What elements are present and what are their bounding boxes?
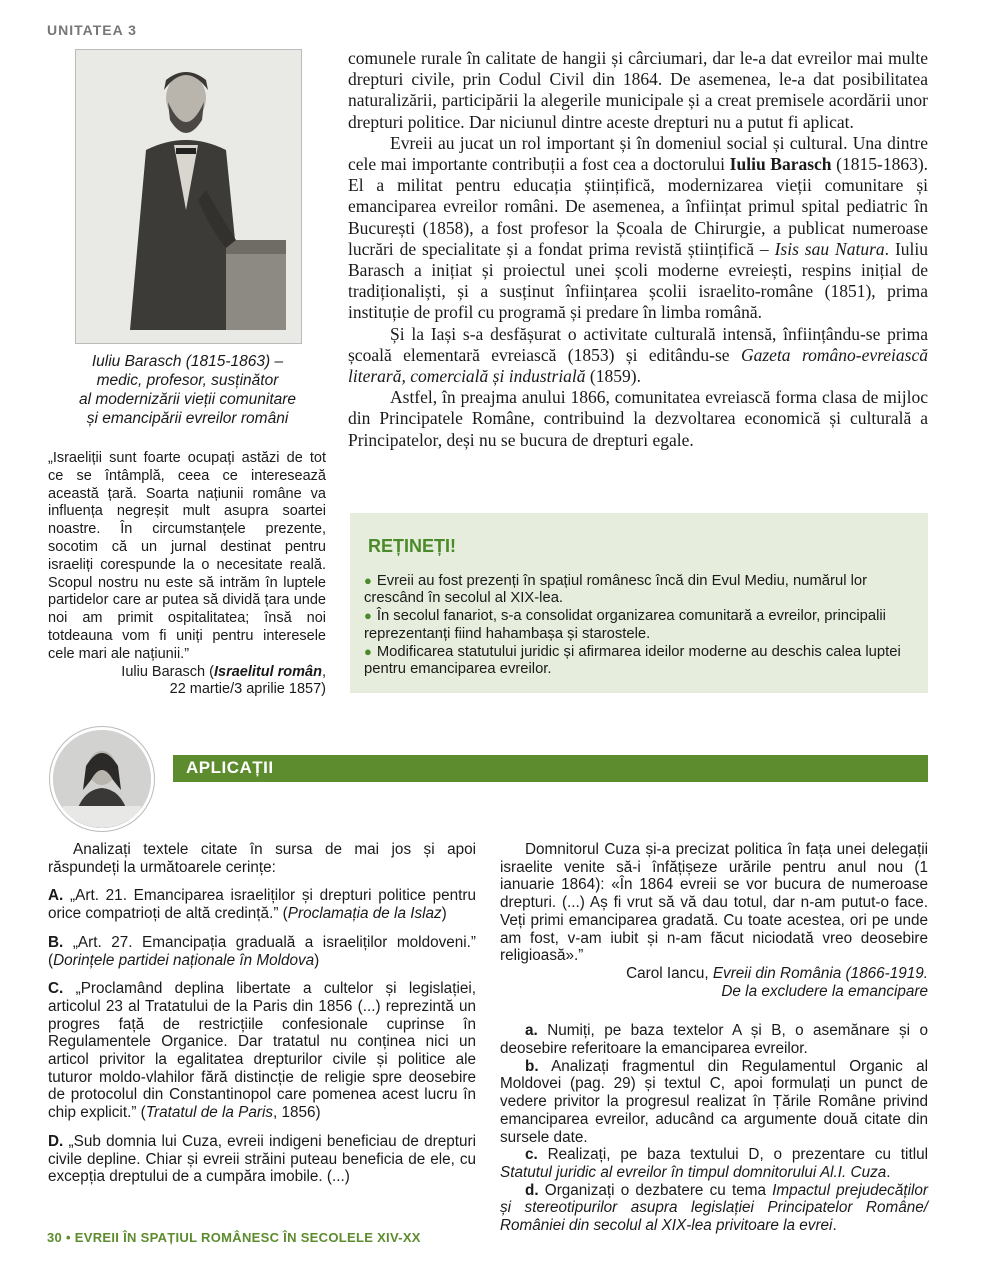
source-title: Dorințele partidei naționale în Moldova (53, 951, 315, 969)
text-span: . Iuliu Barasch a inițiat și proiectul unei școli moderne evreiești, respins inițial de tradiționaliști, și a susținut înființarea școlii israelito-române (1851), prima instituție de profil cu programă și predare în limba română. (348, 238, 928, 323)
girl-photo-illustration (53, 730, 151, 828)
source-label: D. (48, 1132, 64, 1150)
question-label: a. (525, 1022, 538, 1040)
caption-line: medic, profesor, susținător (96, 372, 279, 389)
source-d-title-cont (500, 983, 928, 1001)
source-b (48, 934, 476, 969)
paragraph: Astfel, în preajma anului 1866, comunitatea evreiască forma clasa de mijloc din Principatele Române, contribuind la dezvoltarea economică și culturală a Principatelor, deși nu se bucura de drepturi egale. (348, 387, 928, 450)
bullet-icon: ● (364, 608, 372, 624)
question-a (500, 1022, 928, 1057)
main-text (348, 48, 928, 451)
journal-title: Isis sau Natura (774, 238, 885, 259)
aplicatii-right-column (500, 841, 928, 1235)
source-c (48, 980, 476, 1122)
bold-name: Iuliu Barasch (729, 154, 832, 175)
paragraph: comunele rurale în calitate de hangii și cârciumari, dar le-a dat evreilor mai multe drepturi civile, prin Codul Civil din 1864. De asemenea, le-a dat posibilitatea naturalizării, participării la alegerile municipale și a creat premisele acordării unor drepturi politice. Dar niciunul dintre aceste drepturi nu a putut fi aplicat. (348, 48, 928, 132)
book-title: Evreii din România (1866-1919. (712, 964, 928, 982)
source-text: „Sub domnia lui Cuza, evreii indigeni beneficiau de drepturi civile depline. Chiar și evreii străini puteau beneficia de ele, cu excepția dreptului de a cumpăra imobile. (...) (48, 1132, 476, 1186)
source-text: „Proclamând deplina libertate a cultelor și legislației, articolul 23 al Tratatului de la Paris din 1856 (...) reprezintă un progres față de restricțiile confesionale cuprinse în Regulamentele Organice. Dar tratatul nu conținea nici un articol privitor la egalitatea drepturilor civile și politice ale tuturor moldo-vlahilor fără distincție de religie spre deosebire de protocolul din Constantinopol care pomenea acest lucru în chip explicit.” ( (48, 980, 476, 1122)
list-item-text: Modificarea statutului juridic și afirmarea ideilor moderne au deschis calea luptei pentru emanciparea evreilor. (364, 643, 901, 678)
quote-source (48, 664, 326, 682)
retineti-title: REȚINEȚI! (368, 536, 456, 556)
paragraph (348, 324, 928, 388)
source-title: Proclamația de la Islaz (287, 905, 442, 923)
portrait-image (75, 49, 302, 344)
source-d-author (500, 965, 928, 983)
question-label: b. (525, 1057, 539, 1075)
text-span: Și la Iași s-a desfășurat o activitate culturală intensă, înființându-se prima școală elementară evreiască (1853) și editându-se (348, 323, 928, 365)
question-c (500, 1146, 928, 1181)
source-label: A. (48, 887, 64, 905)
source-label: C. (48, 980, 64, 998)
question-text: . (832, 1217, 837, 1235)
page-number: 30 (47, 1230, 63, 1245)
source-label: B. (48, 933, 64, 951)
source-title: Tratatul de la Paris (145, 1104, 274, 1122)
author-text: Carol Iancu, (626, 964, 713, 982)
quote-punct: , (321, 663, 326, 680)
bullet-icon: ● (364, 643, 372, 659)
caption-line: al modernizării vieții comunitare (78, 391, 297, 408)
paragraph (348, 133, 928, 324)
quote-author: Iuliu Barasch ( (121, 663, 214, 680)
question-d (500, 1182, 928, 1235)
source-text: „Art. 27. Emancipația graduală a israeliților moldoveni.” ( (48, 933, 476, 969)
source-text: ) (314, 951, 320, 969)
list-item (364, 572, 916, 607)
list-item (364, 607, 916, 642)
source-d-continued: Domnitorul Cuza și-a precizat politica în fața unei delegații israelite venite să-i înfățișeze urările pentru anul nou (1 ianuarie 1864): «În 1864 evreii se vor bucura de numeroase drepturi. (...) Aș fi vrut să vă dau totul, dar n-am putut-o face. Veți primi emanciparea gradată. Cu toate acestea, ori pe unde am fost, v-am iubit și n-am făcut niciodată vreo deosebire religioasă».” (500, 841, 928, 965)
portrait-illustration (76, 50, 301, 343)
list-item (364, 643, 916, 678)
aplicatii-bar (173, 755, 928, 782)
bullet-icon: ● (364, 573, 372, 588)
aplicatii-left-column (48, 841, 476, 1197)
source-d (48, 1133, 476, 1186)
portrait-caption (60, 352, 315, 428)
source-a (48, 887, 476, 922)
question-text: Realizați, pe baza textului D, o prezentare cu titlul (537, 1146, 928, 1164)
source-text: „Art. 21. Emanciparea israeliților și drepturi politice pentru orice compatrioți de altă credință.” ( (48, 887, 476, 923)
unit-label: UNITATEA 3 (47, 22, 137, 38)
retineti-list (364, 572, 916, 678)
page-footer (47, 1230, 421, 1245)
footer-title: EVREII ÎN SPAȚIUL ROMÂNESC ÎN SECOLELE XIV-XX (74, 1230, 421, 1245)
quote-date: 22 martie/3 aprilie 1857) (169, 681, 326, 698)
question-text: Analizați fragmentul din Regulamentul Organic al Moldovei (pag. 29) și textul C, apoi formulați un punct de vedere privitor la progresul realizat în Țările Române privind emanciparea evreilor, aducând ca argumente două citate din sursele date. (500, 1057, 928, 1146)
question-label: d. (525, 1181, 539, 1199)
quote-publication: Israelitul român (213, 663, 322, 680)
aplicatii-title: APLICAȚII (186, 758, 274, 777)
text-span: (1859). (585, 366, 641, 387)
question-text: . (886, 1163, 891, 1181)
question-text: Organizați o dezbatere cu tema (538, 1181, 773, 1199)
text-span: Evreii au jucat un rol important și în domeniul social și cultural. Una dintre cele mai importante contribuții a fost cea a doctorului (348, 132, 928, 175)
girl-photo (50, 727, 154, 831)
question-text: Numiți, pe baza textelor A și B, o asemănare și o deosebire referitoare la emanciparea evreilor. (500, 1022, 928, 1058)
list-item-text: Evreii au fost prezenți în spațiul românesc încă din Evul Mediu, numărul lor crescând în secolul al XIX-lea. (364, 573, 868, 607)
caption-line: și emancipării evreilor români (86, 410, 289, 427)
caption-line: Iuliu Barasch (1815-1863) – (91, 353, 284, 370)
quote-text: „Israeliții sunt foarte ocupați astăzi de tot ce se întâmplă, ceea ce interesează această țară. Soarta națiunii române va influența negreșit mult asupra soartei noastre. În circumstanțele prezente, socotim că un jurnal destinat pentru israeliți corespunde la o necesitate reală. Scopul nostru nu este să intrăm în luptele partidelor care ar putea să dividă țara unde noi am primit ospitalitatea; însă noi totdeauna vom fi uniți pentru interesele cele mari ale națiunii.” (48, 450, 326, 662)
book-title: De la excludere la emancipare (721, 982, 928, 1000)
question-b (500, 1058, 928, 1147)
source-text: , 1856) (273, 1104, 321, 1122)
barasch-quote (48, 450, 326, 699)
footer-separator: • (65, 1230, 71, 1245)
source-text: ) (441, 905, 447, 923)
gazette-title: Gazeta româno-evreiască literară, comercială și industrială (348, 344, 928, 387)
intro-text: Analizați textele citate în sursa de mai jos și apoi răspundeți la următoarele cerințe: (48, 841, 476, 876)
question-title: Impactul prejudecăților și stereotipurilor asupra legislației Principatelor Române/ României din secolul al XIX-lea privitoare la evrei (500, 1181, 928, 1235)
spacer (500, 1000, 928, 1022)
question-label: c. (525, 1146, 538, 1164)
question-title: Statutul juridic al evreilor în timpul domnitorului Al.I. Cuza (500, 1163, 887, 1181)
list-item-text: În secolul fanariot, s-a consolidat organizarea comunitară a evreilor, principalii reprezentanți fiind hahambașa și starostele. (364, 608, 886, 642)
text-span: (1815-1863). El a militat pentru educația științifică, modernizarea vieții comunitare și emanciparea evreilor români. De asemenea, a înființat primul spital pediatric în București (1858), a fost profesor la Școala de Chirurgie, a publicat numeroase lucrări de specialitate și a fondat prima revistă științifică – (348, 154, 929, 259)
